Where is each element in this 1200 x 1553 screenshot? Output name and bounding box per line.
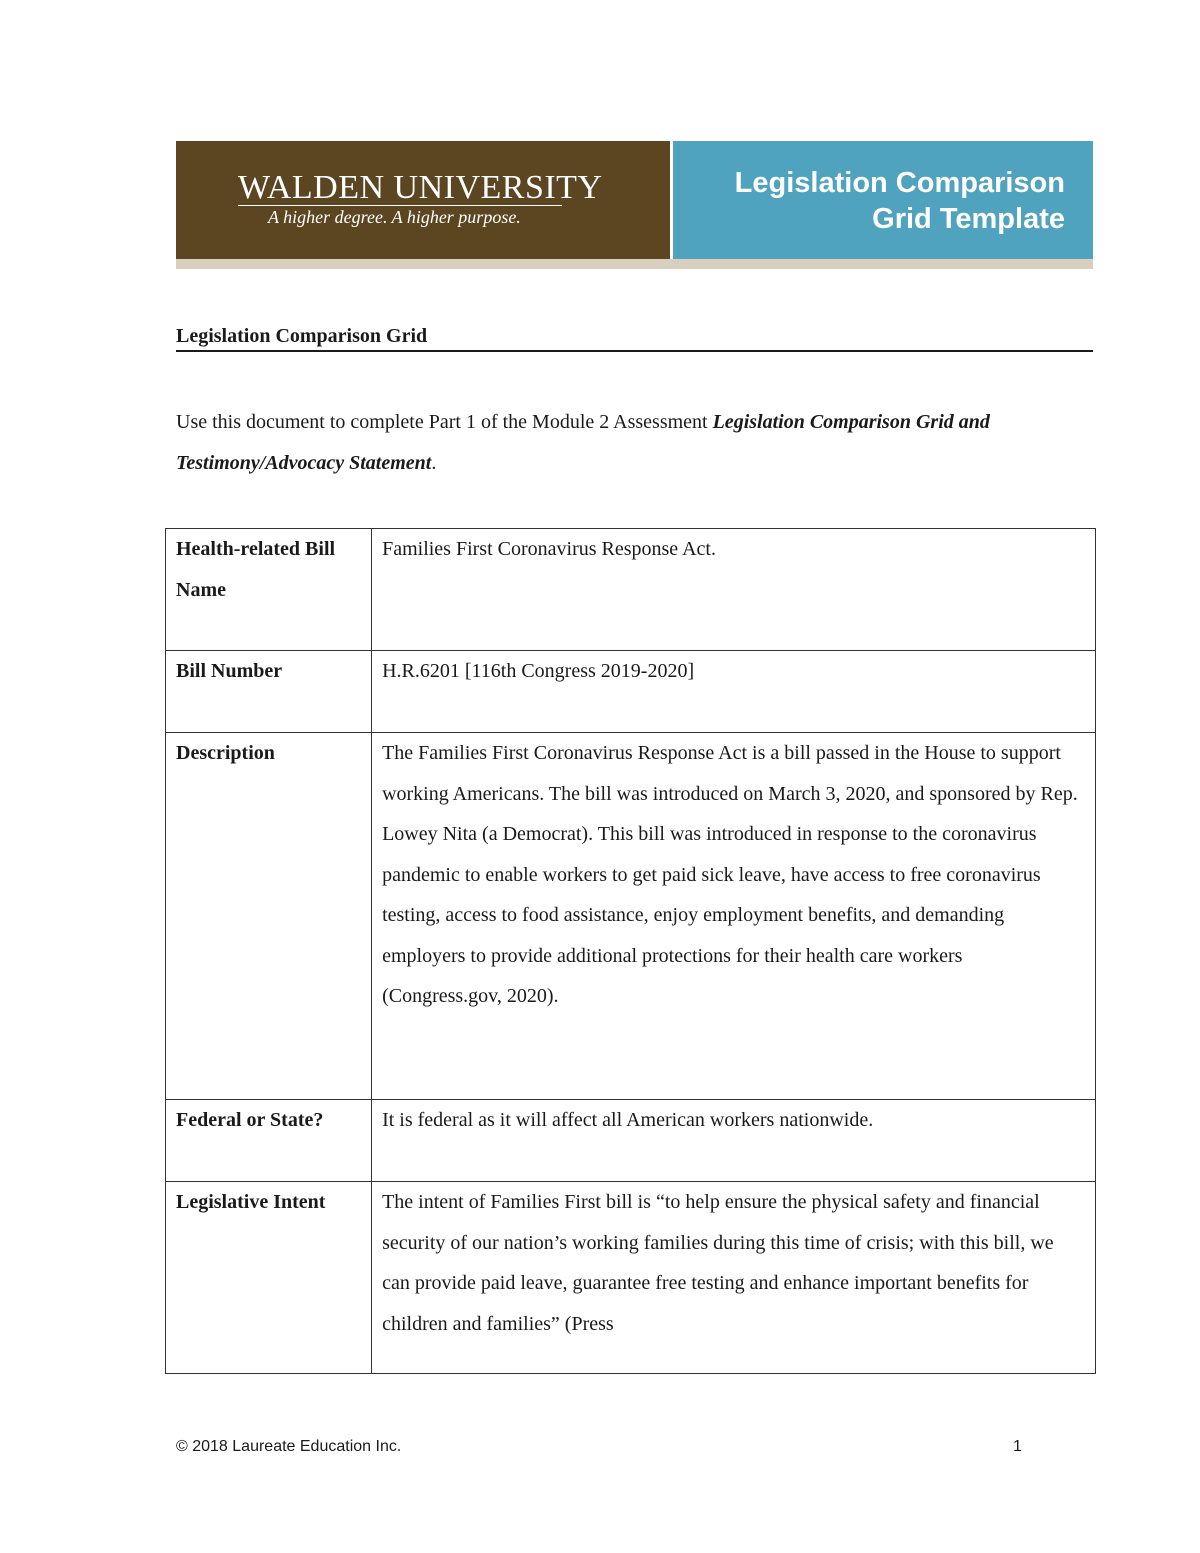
page-number: 1 — [1013, 1438, 1022, 1455]
grid-row-description — [166, 733, 1096, 1100]
grid-row-legislative-intent — [166, 1182, 1096, 1374]
intro-emphasis: Legislation Comparison Grid and Testimony/Advocacy Statement — [176, 411, 990, 474]
grid-value: The Families First Coronavirus Response Act is a bill passed in the House to support working Americans. The bill was introduced on March 3, 2020, and sponsored by Rep. Lowey Nita (a Democrat). This bill was introduced in response to the coronavirus pandemic to enable workers to get paid sick leave, have access to free coronavirus testing, access to food assistance, enjoy employment benefits, and demanding employers to provide additional protections for their health care workers (Congress.gov, 2020). — [372, 733, 1096, 1100]
header-stripe — [176, 259, 1093, 269]
grid-value: The intent of Families First bill is “to help ensure the physical safety and financial security of our nation’s working families during this time of crisis; with this bill, we can provide paid leave, guarantee free testing and enhance important benefits for children and families” (Press — [372, 1182, 1096, 1374]
grid-label: Legislative Intent — [166, 1182, 372, 1374]
grid-label: Description — [166, 733, 372, 1100]
intro-end: . — [431, 452, 437, 474]
grid-row-bill-name — [166, 529, 1096, 651]
template-title-line1: Legislation Comparison — [734, 167, 1065, 199]
intro-paragraph — [176, 402, 1096, 484]
intro-text: Use this document to complete Part 1 of the Module 2 Assessment — [176, 411, 713, 433]
university-logo — [238, 169, 603, 206]
grid-label: Bill Number — [166, 651, 372, 733]
grid-label: Health-related Bill Name — [166, 529, 372, 651]
title-panel — [673, 141, 1093, 259]
template-title — [735, 165, 1065, 237]
footer-copyright: © 2018 Laureate Education Inc. — [176, 1438, 402, 1455]
grid-value: H.R.6201 [116th Congress 2019-2020] — [372, 651, 1096, 733]
section-title: Legislation Comparison Grid — [176, 325, 1093, 352]
grid-value: Families First Coronavirus Response Act. — [372, 529, 1096, 651]
logo-name-text: WALDEN UNIVERSITY — [238, 169, 603, 206]
grid-row-bill-number — [166, 651, 1096, 733]
document-header — [176, 141, 1093, 269]
template-title-line2: Grid Template — [872, 203, 1065, 235]
grid-label: Federal or State? — [166, 1100, 372, 1182]
comparison-grid — [165, 528, 1096, 1374]
grid-row-federal-or-state — [166, 1100, 1096, 1182]
logo-panel — [176, 141, 670, 259]
logo-tagline: A higher degree. A higher purpose. — [268, 207, 521, 227]
grid-value: It is federal as it will affect all American workers nationwide. — [372, 1100, 1096, 1182]
